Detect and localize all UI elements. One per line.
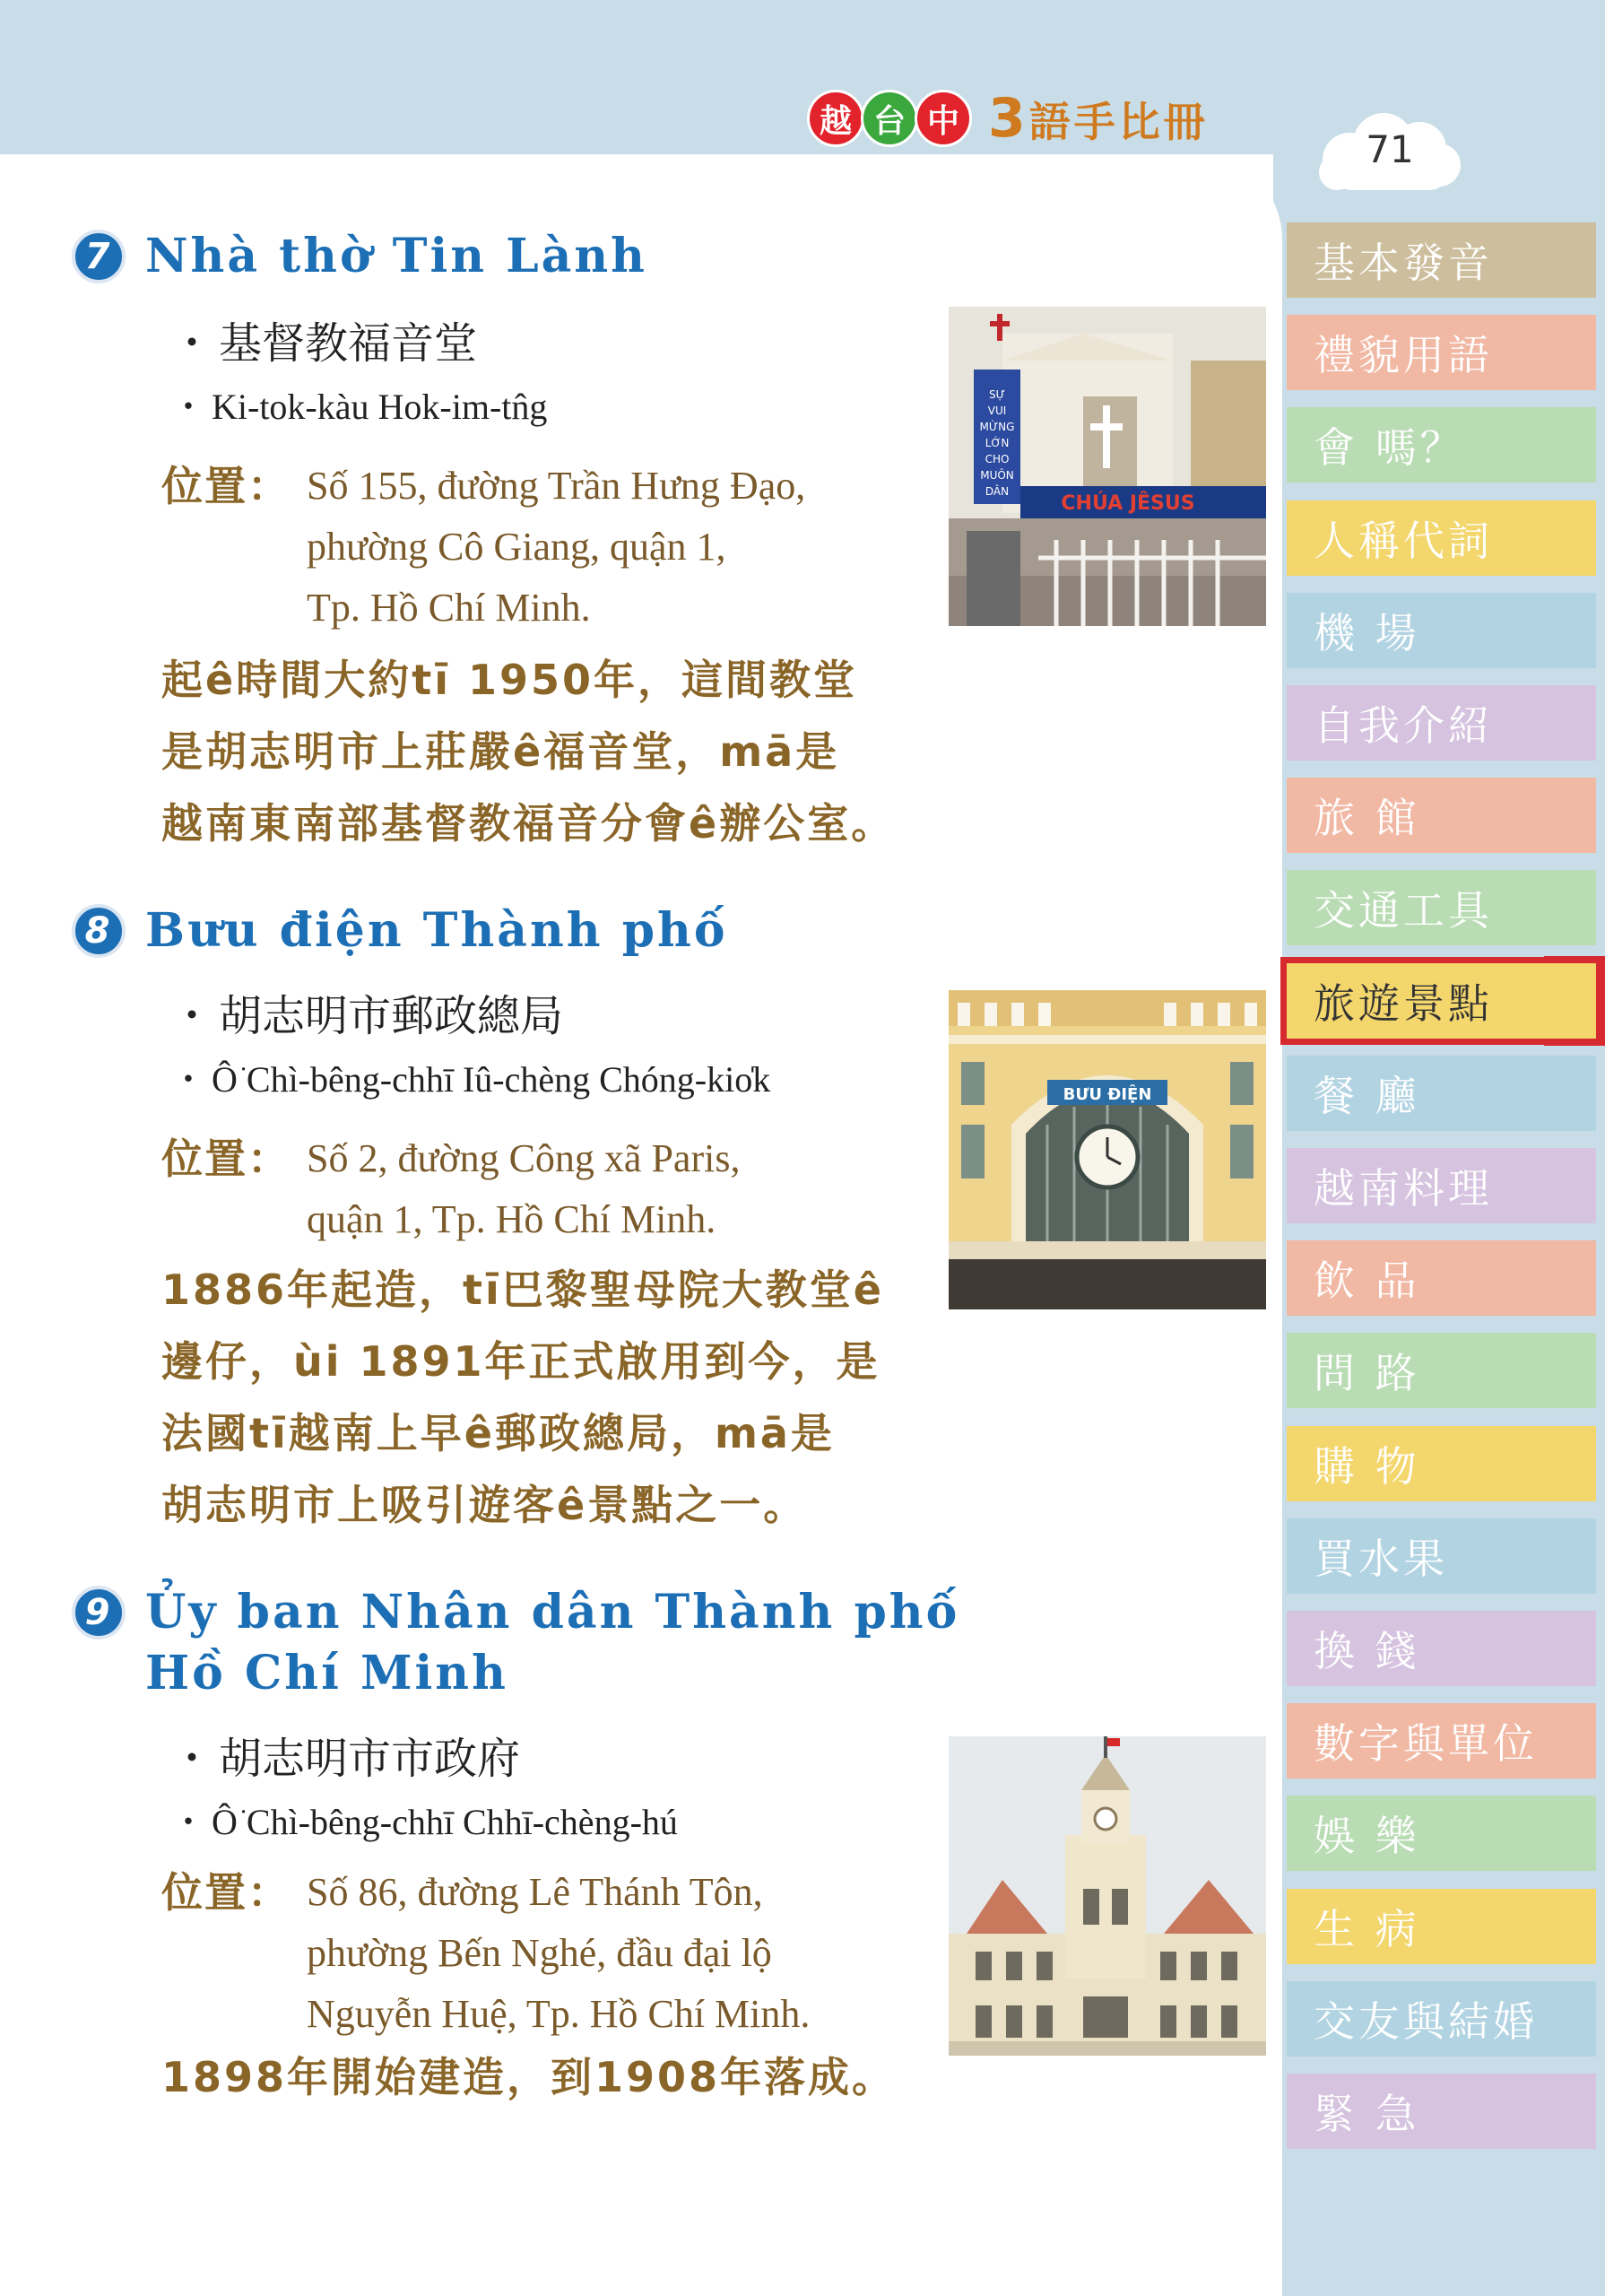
- location-line: Số 2, đường Công xã Paris,: [307, 1136, 741, 1180]
- entry-romanized-name: ・ Ô͘ Chì-bêng-chhī Chhī-chèng-hú: [170, 1794, 678, 1845]
- description-line: 起ê時間大約tī 1950年，這間教堂: [161, 656, 857, 704]
- brand-circle-taiwan: 台: [861, 90, 918, 147]
- sidebar-tab-5[interactable]: 機 場: [1287, 593, 1596, 668]
- sidebar-tab-18[interactable]: 娛 樂: [1287, 1796, 1596, 1871]
- entry-title-line: Ủy ban Nhân dân Thành phố: [145, 1585, 960, 1639]
- church-sign-text: SỰ: [989, 388, 1005, 401]
- brand-title: [988, 87, 1209, 150]
- church-sign-text: DÂN: [985, 485, 1010, 498]
- location-label: 位置：: [161, 1135, 291, 1183]
- entry-number-badge: 8: [72, 904, 126, 958]
- church-sign-text: VUI: [987, 404, 1007, 417]
- location-line: Tp. Hồ Chí Minh.: [307, 586, 591, 630]
- entry-location: [161, 1128, 740, 1250]
- sidebar-tab-11[interactable]: 越南料理: [1287, 1148, 1596, 1223]
- location-line: quận 1, Tp. Hồ Chí Minh.: [307, 1197, 716, 1241]
- entry-number-badge: 7: [72, 230, 126, 283]
- photo-post-office: [949, 990, 1266, 1309]
- church-banner-text: CHÚA JÊSUS: [1061, 492, 1195, 515]
- description-line: 1886年起造，tī巴黎聖母院大教堂ê: [161, 1265, 884, 1314]
- brand-title-number: 3: [988, 87, 1029, 150]
- sidebar-tab-13[interactable]: 問 路: [1287, 1333, 1596, 1408]
- sidebar-tab-4[interactable]: 人稱代詞: [1287, 500, 1596, 576]
- brand-circle-chinese: 中: [915, 90, 972, 147]
- location-line: Số 86, đường Lê Thánh Tôn,: [307, 1870, 763, 1914]
- page-number-cloud: [1314, 108, 1466, 197]
- photo-protestant-church: [949, 307, 1266, 626]
- entry-location: [161, 456, 805, 639]
- description-line: 越南東南部基督教福音分會ê辦公室。: [161, 799, 896, 848]
- sidebar-tab-16[interactable]: 換 錢: [1287, 1611, 1596, 1686]
- sidebar-tab-21[interactable]: 緊 急: [1287, 2074, 1596, 2149]
- entry-title-8: [72, 900, 728, 961]
- entry-chinese-name: ・ 胡志明市市政府: [170, 1724, 520, 1786]
- church-sign-text: CHO: [985, 453, 1010, 465]
- sidebar-tab-9[interactable]: 旅遊景點: [1287, 963, 1596, 1039]
- sidebar-tab-1[interactable]: 基本發音: [1287, 222, 1596, 298]
- sidebar-tab-17[interactable]: 數字與單位: [1287, 1703, 1596, 1779]
- location-line: Số 155, đường Trần Hưng Đạo,: [307, 464, 806, 508]
- location-label: 位置：: [161, 462, 291, 510]
- post-office-sign-text: BƯU ĐIỆN: [1063, 1085, 1152, 1104]
- sidebar-tab-19[interactable]: 生 病: [1287, 1889, 1596, 1964]
- brand-title-text: 語手比冊: [1028, 98, 1209, 146]
- photo-city-hall: [949, 1736, 1266, 2056]
- entry-number-badge: 9: [72, 1586, 126, 1639]
- location-line: phường Cô Giang, quận 1,: [307, 525, 726, 569]
- entry-romanized-name: ・ Ô͘ Chì-bêng-chhī Iû-chèng Chóng-kio̍k: [170, 1051, 770, 1102]
- entry-location: [161, 1862, 810, 2045]
- entry-chinese-name: ・ 胡志明市郵政總局: [170, 981, 563, 1043]
- sidebar-tab-10[interactable]: 餐 廳: [1287, 1056, 1596, 1131]
- sidebar-tab-20[interactable]: 交友與結婚: [1287, 1981, 1596, 2057]
- church-sign-text: MUÔN: [980, 469, 1014, 482]
- sidebar-tab-6[interactable]: 自我介紹: [1287, 685, 1596, 761]
- book-brand: [807, 86, 1209, 151]
- description-line: 邊仔，ùi 1891年正式啟用到今，是: [161, 1337, 881, 1386]
- sidebar-tab-2[interactable]: 禮貌用語: [1287, 315, 1596, 390]
- sidebar-tab-3[interactable]: 會 嗎？: [1287, 407, 1596, 483]
- description-line: 是胡志明市上莊嚴ê福音堂，mā是: [161, 727, 840, 776]
- sidebar-tab-12[interactable]: 飲 品: [1287, 1240, 1596, 1316]
- sidebar-tab-15[interactable]: 買水果: [1287, 1518, 1596, 1594]
- location-label: 位置：: [161, 1868, 291, 1917]
- entry-romanized-name: ・ Ki-tok-kàu Hok-im-tn̂g: [170, 378, 547, 430]
- entry-title-7: [72, 226, 647, 287]
- entry-chinese-name: ・ 基督教福音堂: [170, 309, 477, 370]
- entry-title-line: Bưu điện Thành phố: [145, 903, 728, 958]
- description-line: 胡志明市上吸引遊客ê景點之一。: [161, 1481, 808, 1529]
- brand-circle-vietnam: 越: [807, 90, 864, 147]
- church-sign-text: LỚN: [985, 437, 1010, 449]
- location-line: Nguyễn Huệ, Tp. Hồ Chí Minh.: [307, 1992, 811, 2036]
- entry-title-line: Nhà thờ Tin Lành: [145, 229, 647, 283]
- church-sign-text: MỪNG: [979, 421, 1015, 433]
- entry-description: [161, 2041, 906, 2113]
- page-number: 71: [1366, 127, 1414, 171]
- sidebar-tab-8[interactable]: 交通工具: [1287, 870, 1596, 945]
- entry-description: [161, 644, 906, 859]
- entry-description: [161, 1254, 906, 1541]
- description-line: 法國tī越南上早ê郵政總局，mā是: [161, 1409, 835, 1457]
- description-line: 1898年開始建造，到1908年落成。: [161, 2053, 897, 2101]
- sidebar-tab-14[interactable]: 購 物: [1287, 1426, 1596, 1501]
- entry-title-line: Hồ Chí Minh: [145, 1646, 508, 1700]
- sidebar-tab-7[interactable]: 旅 館: [1287, 778, 1596, 853]
- entry-title-9: [72, 1582, 959, 1704]
- location-line: phường Bến Nghé, đầu đại lộ: [307, 1931, 772, 1975]
